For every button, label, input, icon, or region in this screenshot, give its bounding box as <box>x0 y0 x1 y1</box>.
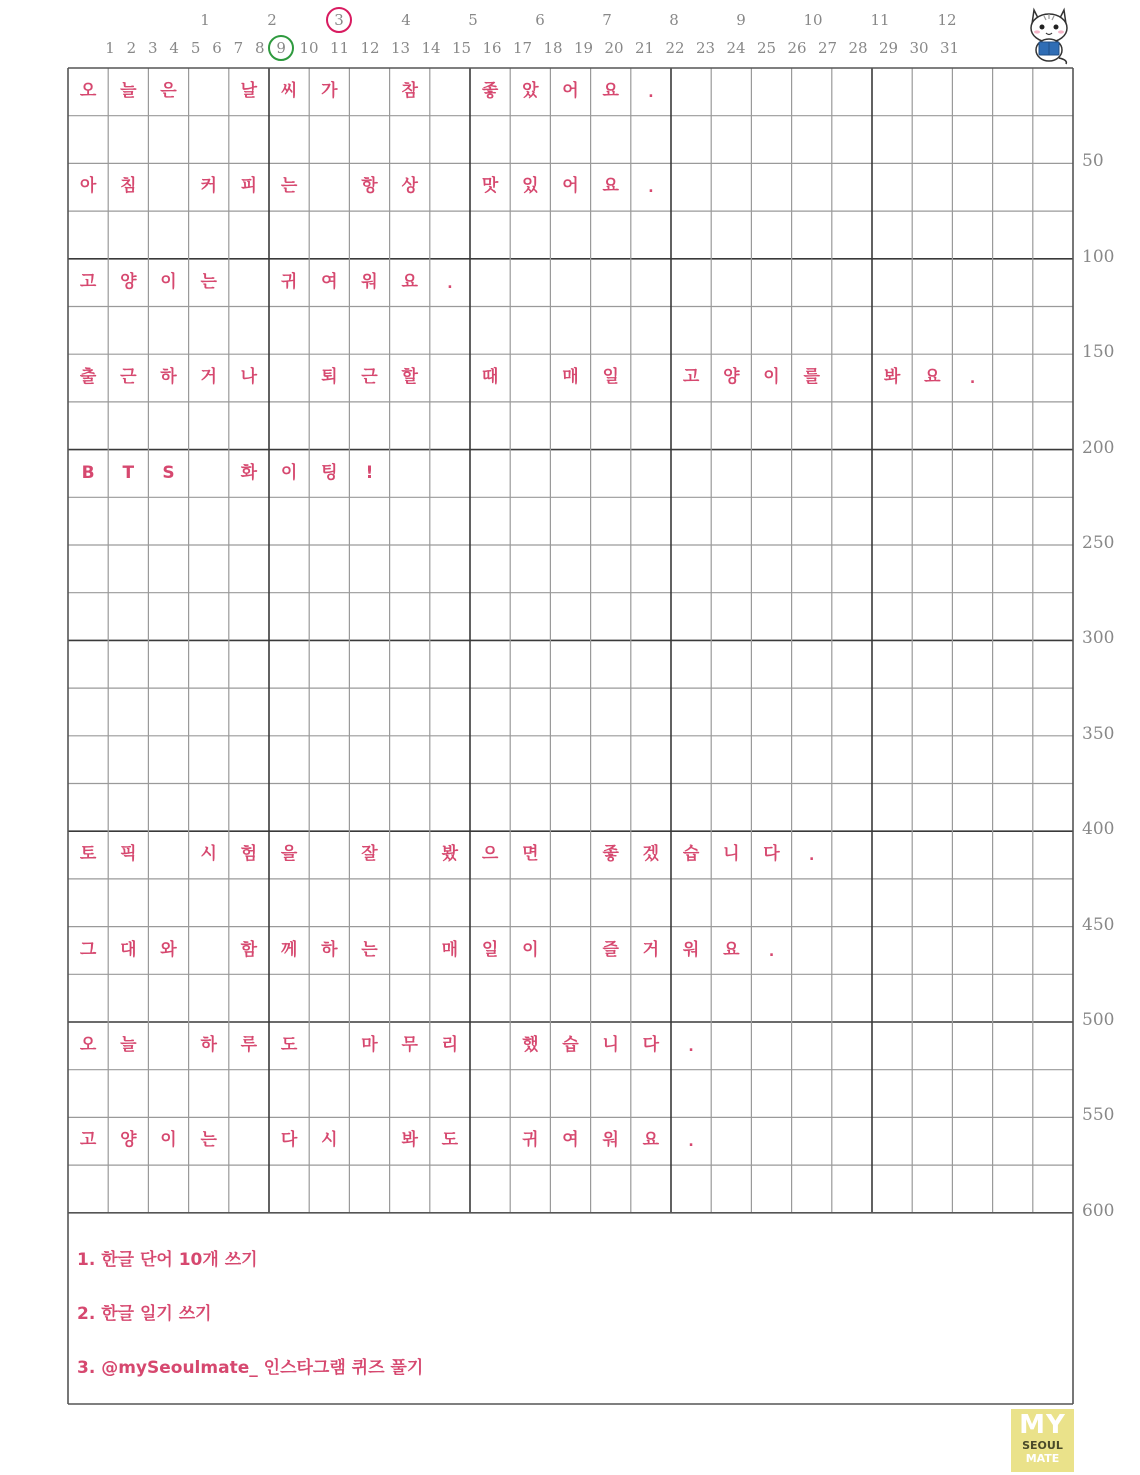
grid-cell-char: 니 <box>602 1035 619 1055</box>
month-number: 11 <box>870 11 890 29</box>
grid-cell-char: 는 <box>280 176 298 197</box>
grid-cell-char: 워 <box>682 939 700 960</box>
grid-cell-char: 하 <box>200 1035 217 1055</box>
grid-cell-char: 퇴 <box>321 367 338 388</box>
grid-cell-char: 다 <box>280 1130 298 1151</box>
month-number: 3 <box>326 7 352 33</box>
grid-cell-char: 여 <box>321 271 338 292</box>
myseoulmate-logo <box>1011 1409 1074 1472</box>
grid-cell-char: 무 <box>401 1035 418 1055</box>
day-number: 4 <box>169 39 179 57</box>
grid-cell-char: 은 <box>160 81 177 101</box>
grid-cell-char: 험 <box>240 844 258 865</box>
grid-cell-char: 이 <box>522 939 539 960</box>
day-number: 30 <box>909 39 929 57</box>
grid-cell-char: 커 <box>200 176 217 197</box>
note-2: 2. 한글 일기 쓰기 <box>77 1304 212 1324</box>
grid-cell-char: 봐 <box>401 1130 418 1151</box>
grid-cell-char: 늘 <box>120 81 137 101</box>
grid-cell-char: 워 <box>602 1130 619 1151</box>
cell-count-label: 50 <box>1082 151 1104 172</box>
day-number: 29 <box>878 39 899 57</box>
grid-cell-char: 양 <box>120 1130 137 1151</box>
grid-cell-char: 있 <box>522 176 539 197</box>
logo-line-1: MY <box>1019 1410 1066 1440</box>
grid-cell-char: 워 <box>361 271 378 292</box>
grid-cell-char: . <box>969 371 976 388</box>
cell-count-label: 450 <box>1082 914 1115 935</box>
grid-cell-char: 귀 <box>522 1130 539 1151</box>
grid-cell-char: 거 <box>200 367 217 388</box>
grid-cell-char: 고 <box>682 367 700 388</box>
day-number: 14 <box>421 39 441 57</box>
grid-cell-char: 가 <box>321 81 338 101</box>
grid-cell-char: 피 <box>240 176 258 197</box>
grid-cell-char: 토 <box>79 844 97 865</box>
day-number: 27 <box>817 39 838 57</box>
grid-cell-char: 근 <box>361 367 378 388</box>
grid-cell-char: 하 <box>160 367 177 388</box>
month-number: 1 <box>200 11 210 29</box>
grid-cell-char: 시 <box>321 1130 338 1151</box>
grid-cell-char: 그 <box>79 939 97 960</box>
grid-cell-char: 침 <box>120 176 137 197</box>
grid-cell-char: 일 <box>602 367 619 388</box>
grid-cell-char: 좋 <box>481 81 499 101</box>
grid-cell-char: 도 <box>280 1035 298 1055</box>
grid-cell-char: 마 <box>361 1035 378 1055</box>
grid-cell-char: 어 <box>562 81 579 101</box>
month-number: 9 <box>736 11 746 29</box>
grid-cell-char: . <box>648 180 654 197</box>
grid-cell-char: 잘 <box>361 844 378 865</box>
grid-cell-char: 요 <box>642 1130 660 1151</box>
grid-cell-char: 귀 <box>280 271 298 292</box>
day-number: 3 <box>148 39 158 57</box>
grid-cell-char: 았 <box>522 81 539 101</box>
day-number: 17 <box>512 39 533 57</box>
day-number: 25 <box>756 39 777 57</box>
grid-cell-char: 팅 <box>321 462 338 483</box>
cell-count-label: 350 <box>1082 723 1115 744</box>
month-number: 4 <box>401 11 411 29</box>
grid-cell-char: 대 <box>120 939 137 960</box>
grid-cell-char: 오 <box>79 1035 97 1055</box>
grid-cell-char: 씨 <box>280 81 298 101</box>
grid-cell-char: 날 <box>240 81 258 101</box>
grid-cell-char: 께 <box>280 939 298 960</box>
grid-cell-char: 매 <box>441 939 459 960</box>
grid-cell-char: 요 <box>602 81 619 101</box>
grid-cell-char: 할 <box>401 367 418 388</box>
grid-cell-char: 루 <box>240 1035 258 1055</box>
note-1: 1. 한글 단어 10개 쓰기 <box>77 1250 258 1270</box>
grid-cell-char: 양 <box>120 271 137 292</box>
grid-cell-char: 면 <box>522 844 539 865</box>
grid-cell-char: 일 <box>481 939 499 960</box>
cell-count-label: 550 <box>1082 1105 1115 1126</box>
grid-cell-char: 아 <box>79 176 97 197</box>
day-number: 9 <box>268 35 294 61</box>
grid-cell-char: 다 <box>642 1035 660 1055</box>
grid-cell-char: 를 <box>803 367 820 388</box>
month-number: 6 <box>535 11 545 29</box>
grid-cell-char: . <box>688 1134 694 1151</box>
grid-cell-char: 함 <box>240 939 258 960</box>
grid-cell-char: 거 <box>642 939 660 960</box>
month-number: 2 <box>267 11 277 29</box>
grid-cell-char: 고 <box>79 271 97 292</box>
day-number: 31 <box>939 39 960 57</box>
cell-count-label: 150 <box>1082 342 1115 363</box>
month-number: 12 <box>937 11 957 29</box>
day-number: 18 <box>543 39 563 57</box>
grid-cell-char: 요 <box>924 367 941 388</box>
grid-cell-char: 하 <box>321 939 338 960</box>
logo-line-2: SEOUL <box>1022 1439 1063 1452</box>
day-number: 2 <box>126 39 137 57</box>
day-number: 12 <box>360 39 380 57</box>
grid-cell-char: . <box>648 85 654 101</box>
grid-cell-char: ! <box>365 462 374 483</box>
day-number: 21 <box>634 39 655 57</box>
grid-cell-char: 시 <box>200 844 217 865</box>
cell-count-label: 100 <box>1082 246 1115 267</box>
grid-cell-char: 겠 <box>642 844 660 865</box>
grid-cell-char: 참 <box>401 81 418 101</box>
grid-cell-char: 와 <box>160 939 177 960</box>
grid-cell-char: 픽 <box>120 844 137 865</box>
cell-count-label: 600 <box>1082 1200 1115 1221</box>
grid-cell-char: 리 <box>441 1035 459 1055</box>
day-number: 8 <box>255 39 265 57</box>
grid-cell-char: 이 <box>763 367 780 388</box>
grid-cell-char: S <box>162 462 175 483</box>
grid-cell-char: 이 <box>160 271 177 292</box>
logo-line-3: MATE <box>1025 1452 1060 1465</box>
grid-cell-char: 이 <box>160 1130 177 1151</box>
grid-cell-char: 출 <box>79 367 97 388</box>
day-number: 19 <box>573 39 594 57</box>
grid-cell-char: . <box>688 1039 694 1055</box>
grid-cell-char: 즐 <box>602 939 619 960</box>
grid-cell-char: 는 <box>200 1130 217 1151</box>
grid-cell-char: . <box>447 275 453 292</box>
grid-cell-char: 오 <box>79 81 97 101</box>
grid-cell-char: 좋 <box>602 844 619 865</box>
day-number: 20 <box>604 39 624 57</box>
day-number: 28 <box>848 39 868 57</box>
day-number: 5 <box>190 39 201 57</box>
grid-cell-char: 근 <box>120 367 137 388</box>
cell-count-label: 400 <box>1082 819 1115 840</box>
day-number: 7 <box>233 39 244 57</box>
cell-count-label: 200 <box>1082 437 1115 458</box>
month-number: 8 <box>669 11 679 29</box>
day-number: 13 <box>390 39 411 57</box>
grid-cell-char: B <box>81 462 95 483</box>
note-3: 3. @mySeoulmate_ 인스타그램 퀴즈 풀기 <box>77 1358 424 1378</box>
grid-cell-char: 여 <box>562 1130 579 1151</box>
grid-cell-char: 도 <box>441 1130 459 1151</box>
grid-cell-char: . <box>768 943 775 960</box>
day-number: 1 <box>105 39 115 57</box>
day-number: 24 <box>726 39 746 57</box>
grid-cell-char: 늘 <box>120 1035 137 1055</box>
grid-cell-char: 나 <box>240 367 258 388</box>
grid-cell-char: 니 <box>723 844 740 865</box>
day-number: 22 <box>665 39 685 57</box>
grid-cell-char: 고 <box>79 1130 97 1151</box>
grid-cell-char: 습 <box>562 1035 579 1055</box>
grid-cell-char: 매 <box>562 367 579 388</box>
grid-cell-char: 양 <box>723 367 740 388</box>
grid-cell-char: 다 <box>763 844 780 865</box>
day-number: 6 <box>212 39 222 57</box>
grid-cell-char: 을 <box>280 844 298 865</box>
grid-cell-char: 는 <box>200 271 217 292</box>
grid-cell-char: 습 <box>682 844 700 865</box>
grid-cell-char: 맛 <box>481 176 499 197</box>
grid-cell-char: 봐 <box>883 367 901 388</box>
month-number: 7 <box>602 11 612 29</box>
day-number: 23 <box>695 39 716 57</box>
grid-cell-char: 봤 <box>441 844 459 865</box>
grid-cell-char: 는 <box>361 939 378 960</box>
day-number: 15 <box>451 39 472 57</box>
grid-cell-char: 이 <box>280 462 298 483</box>
grid-cell-char: T <box>122 462 135 483</box>
grid-cell-char: 요 <box>602 176 619 197</box>
month-number: 10 <box>803 11 823 29</box>
cell-count-label: 500 <box>1082 1010 1115 1030</box>
month-number: 5 <box>468 11 478 29</box>
day-number: 11 <box>329 39 350 57</box>
grid-cell-char: 요 <box>723 939 740 960</box>
grid-cell-char: 화 <box>240 462 258 483</box>
cell-count-label: 250 <box>1082 533 1115 553</box>
day-number: 26 <box>787 39 807 57</box>
grid-cell-char: 상 <box>401 176 418 197</box>
grid-cell-char: 때 <box>481 367 499 388</box>
grid-cell-char: . <box>809 848 815 865</box>
grid-cell-char: 요 <box>401 271 418 292</box>
grid-cell-char: 항 <box>361 176 378 197</box>
grid-cell-char: 으 <box>481 844 499 865</box>
day-number: 10 <box>299 39 319 57</box>
day-number: 16 <box>482 39 502 57</box>
grid-cell-char: 했 <box>522 1035 539 1055</box>
grid-cell-char: 어 <box>562 176 579 197</box>
cell-count-label: 300 <box>1082 628 1115 649</box>
